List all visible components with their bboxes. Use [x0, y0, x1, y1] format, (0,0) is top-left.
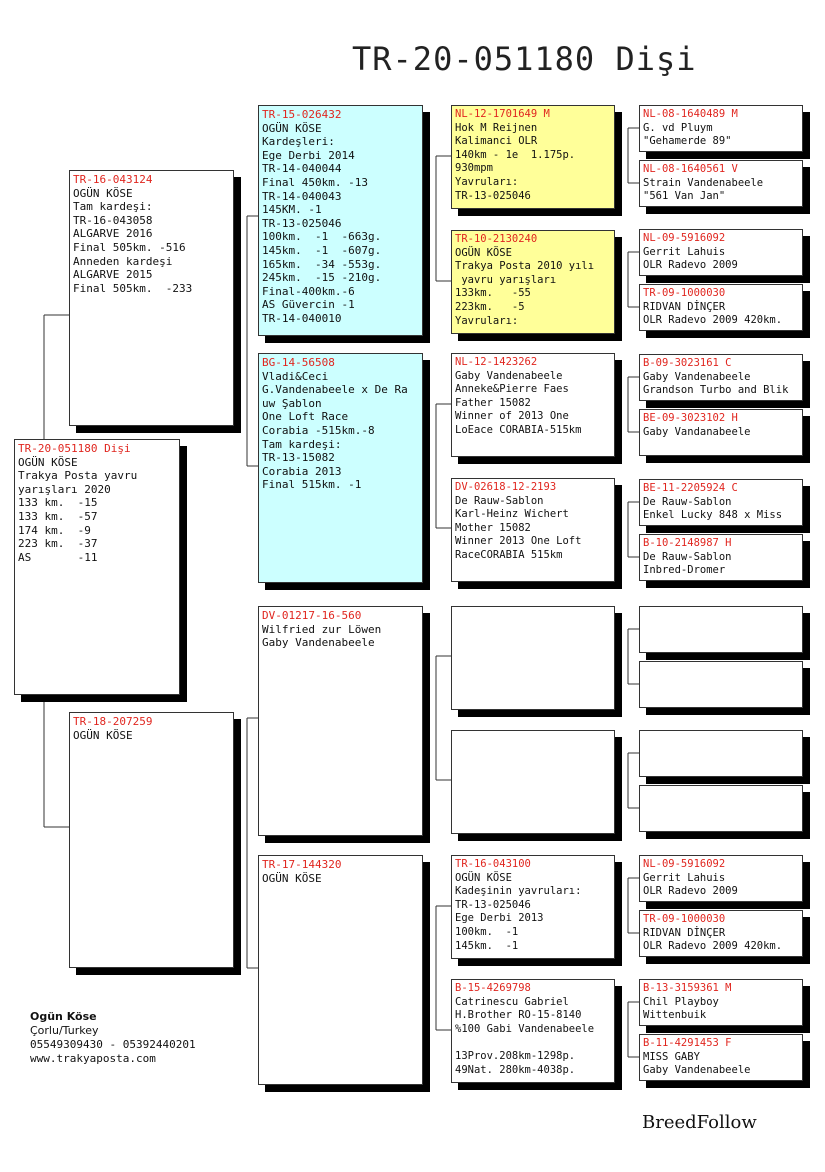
gen4-details — [643, 371, 799, 398]
gen4-card[interactable] — [639, 160, 803, 207]
paternal-grandfather-ring: TR-15-026432 — [262, 108, 342, 121]
gen4-details — [643, 301, 799, 328]
pedigree-line: Wittenbuik — [643, 1009, 707, 1022]
pedigree-line: %100 Gabi Vandenabeele — [455, 1022, 595, 1035]
pedigree-line: Ege Derbi 2014 — [262, 148, 355, 162]
maternal-grandfather-details — [262, 623, 419, 650]
gen4-ring — [643, 788, 799, 802]
ggp-fmm-card[interactable] — [451, 478, 615, 582]
owner-name: Ogün Köse — [30, 1010, 97, 1023]
gen4-details — [643, 496, 799, 523]
subject-card[interactable] — [14, 439, 180, 695]
pedigree-line: 133 km. -15 — [18, 496, 98, 510]
gen4-card[interactable] — [639, 979, 803, 1026]
pedigree-line: Gerrit Lahuis — [643, 245, 726, 258]
pedigree-line: Corabia -515km.-8 — [262, 423, 375, 437]
pedigree-line: TR-14-040043 — [262, 189, 342, 203]
pedigree-line: 140km - 1e 1.175p. — [455, 148, 576, 161]
gen4-ring: B-09-3023161 C — [643, 357, 732, 369]
pedigree-line: OLR Radevo 2009 — [643, 885, 738, 898]
pedigree-line: Final 515km. -1 — [262, 478, 362, 492]
pedigree-line: uw Şablon — [262, 396, 322, 410]
paternal-grandfather-card[interactable] — [258, 105, 423, 336]
pedigree-line: 49Nat. 280km-4038p. — [455, 1063, 576, 1076]
gen4-ring: BE-09-3023102 H — [643, 412, 738, 424]
ggp-mfm-card[interactable] — [451, 730, 615, 834]
pedigree-line: Gerrit Lahuis — [643, 871, 726, 884]
pedigree-line: RaceCORABIA 515km — [455, 548, 563, 561]
pedigree-line: "Gehamerde 89" — [643, 135, 732, 148]
mother-ring: TR-18-207259 — [73, 715, 153, 728]
ggp-mmm-details — [455, 996, 611, 1078]
pedigree-line: 145km. -1 -607g. — [262, 243, 382, 257]
pedigree-line: H.Brother RO-15-8140 — [455, 1009, 582, 1022]
pedigree-line: TR-13-025046 — [455, 189, 531, 202]
paternal-grandmother-card[interactable] — [258, 353, 423, 583]
pedigree-line: Vladi&Ceci — [262, 369, 329, 383]
mother-details — [73, 729, 230, 743]
pedigree-line — [455, 1036, 611, 1050]
ggp-ffm-details — [455, 247, 611, 329]
pedigree-line: 223km. -5 — [455, 300, 525, 313]
maternal-grandmother-ring: TR-17-144320 — [262, 858, 342, 871]
gen4-ring: B-10-2148987 H — [643, 537, 732, 549]
gen4-ring: BE-11-2205924 C — [643, 482, 738, 494]
gen4-card[interactable] — [639, 105, 803, 152]
subject-details — [18, 456, 176, 565]
pedigree-line: 145km. -1 — [455, 939, 519, 952]
pedigree-line: Ege Derbi 2013 — [455, 912, 544, 925]
pedigree-line: Gaby Vandanabeele — [643, 425, 751, 438]
gen4-card[interactable] — [639, 910, 803, 957]
pedigree-line: OLR Radevo 2009 420km. — [643, 940, 783, 953]
pedigree-line: MISS GABY — [643, 1050, 700, 1063]
pedigree-line: Winner of 2013 One — [455, 410, 569, 423]
ggp-fmf-details — [455, 370, 611, 438]
pedigree-line: TR-13-15082 — [262, 451, 335, 465]
gen4-card[interactable] — [639, 785, 803, 832]
gen4-card[interactable] — [639, 855, 803, 902]
pedigree-line: Trakya Posta 2010 yılı — [455, 260, 595, 273]
ggp-mmf-details — [455, 872, 611, 954]
pedigree-line: Anneke&Pierre Faes — [455, 383, 569, 396]
pedigree-line: Catrinescu Gabriel — [455, 995, 569, 1008]
ggp-mmf-ring: TR-16-043100 — [455, 858, 531, 870]
gen4-details — [643, 246, 799, 273]
owner-info — [30, 1010, 196, 1066]
gen4-card[interactable] — [639, 661, 803, 708]
ggp-fmf-card[interactable] — [451, 353, 615, 457]
brand-logo: BreedFollow — [642, 1112, 757, 1133]
pedigree-line: 165km. -34 -553g. — [262, 257, 382, 271]
pedigree-line: "561 Van Jan" — [643, 190, 726, 203]
gen4-ring: NL-09-5916092 — [643, 858, 726, 870]
pedigree-line: 174 km. -9 — [18, 523, 91, 537]
pedigree-line: Hok M Reijnen — [455, 121, 538, 134]
subject-ring: TR-20-051180 Dişi — [18, 442, 131, 455]
gen4-ring: B-11-4291453 F — [643, 1037, 732, 1049]
gen4-details — [643, 1051, 799, 1078]
maternal-grandfather-card[interactable] — [258, 606, 423, 836]
gen4-card[interactable] — [639, 479, 803, 526]
pedigree-line: 100km. -1 — [455, 925, 519, 938]
pedigree-line: AS Güvercin -1 — [262, 298, 355, 312]
pedigree-line: 133 km. -57 — [18, 509, 98, 523]
pedigree-line: Gaby Vandenabeele — [455, 369, 563, 382]
mother-card[interactable] — [69, 712, 234, 968]
father-details — [73, 187, 230, 296]
pedigree-line: AS -11 — [18, 550, 98, 564]
ggp-fff-details — [455, 122, 611, 204]
pedigree-line: Corabia 2013 — [262, 464, 342, 478]
pedigree-line: Karl-Heinz Wichert — [455, 508, 569, 521]
pedigree-line: yarışları 2020 — [18, 482, 111, 496]
paternal-grandfather-details — [262, 122, 419, 326]
pedigree-line: Grandson Turbo and Blik — [643, 384, 789, 397]
pedigree-line: LoEace CORABIA-515km — [455, 423, 582, 436]
gen4-card[interactable] — [639, 229, 803, 276]
gen4-ring: TR-09-1000030 — [643, 913, 726, 925]
pedigree-line: G. vd Pluym — [643, 121, 713, 134]
pedigree-line: Gaby Vandenabeele — [643, 1064, 751, 1077]
pedigree-line: Inbred-Dromer — [643, 564, 726, 577]
pedigree-line: TR-13-025046 — [262, 216, 342, 230]
owner-location: Çorlu/Turkey — [30, 1024, 99, 1037]
ggp-mff-ring — [455, 609, 611, 623]
pedigree-line: Final 505km. -233 — [73, 281, 193, 295]
pedigree-line: 930mpm — [455, 162, 493, 175]
gen4-card[interactable] — [639, 409, 803, 456]
ggp-fmm-ring: DV-02618-12-2193 — [455, 481, 557, 493]
gen4-card[interactable] — [639, 1034, 803, 1081]
ggp-mfm-ring — [455, 733, 611, 747]
pedigree-line: Kardeşleri: — [262, 135, 335, 149]
gen4-card[interactable] — [639, 730, 803, 777]
pedigree-line: G.Vandenabeele x De Ra — [262, 383, 408, 397]
gen4-details — [643, 872, 799, 899]
gen4-details — [643, 122, 799, 149]
pedigree-line: ALGARVE 2016 — [73, 227, 153, 241]
pedigree-line: OGÜN KÖSE — [18, 455, 78, 469]
pedigree-line: OGÜN KÖSE — [455, 871, 512, 884]
pedigree-line: Chil Playboy — [643, 995, 719, 1008]
pedigree-line: Anneden kardeşi — [73, 254, 173, 268]
pedigree-line: OGÜN KÖSE — [455, 246, 512, 259]
ggp-fff-ring: NL-12-1701649 M — [455, 108, 550, 120]
pedigree-line: Mother 15082 — [455, 521, 531, 534]
pedigree-line: 223 km. -37 — [18, 537, 98, 551]
pedigree-line: TR-16-043058 — [73, 213, 153, 227]
gen4-ring: NL-09-5916092 — [643, 232, 726, 244]
maternal-grandfather-ring: DV-01217-16-560 — [262, 609, 362, 622]
ggp-fmm-details — [455, 495, 611, 563]
gen4-details — [643, 927, 799, 954]
pedigree-line: 100km. -1 -663g. — [262, 230, 382, 244]
gen4-ring — [643, 733, 799, 747]
pedigree-line: Kalimanci OLR — [455, 135, 538, 148]
pedigree-line: Final-400km.-6 — [262, 284, 355, 298]
pedigree-line: RIDVAN DİNÇER — [643, 926, 726, 939]
pedigree-line: De Rauw-Sablon — [643, 495, 732, 508]
pedigree-line: De Rauw-Sablon — [643, 550, 732, 563]
ggp-mmm-ring: B-15-4269798 — [455, 982, 531, 994]
gen4-details — [643, 996, 799, 1023]
pedigree-line: ALGARVE 2015 — [73, 268, 153, 282]
pedigree-line: TR-13-025046 — [455, 898, 531, 911]
pedigree-line: OGÜN KÖSE — [262, 871, 322, 885]
gen4-card[interactable] — [639, 534, 803, 581]
gen4-details — [643, 177, 799, 204]
gen4-ring: NL-08-1640561 V — [643, 163, 738, 175]
pedigree-line: Final 450km. -13 — [262, 175, 368, 189]
pedigree-line: Yavruları: — [455, 175, 519, 188]
gen4-details — [643, 426, 799, 440]
ggp-ffm-ring: TR-10-2130240 — [455, 233, 538, 245]
father-ring: TR-16-043124 — [73, 173, 153, 186]
maternal-grandmother-details — [262, 872, 419, 886]
pedigree-line: Yavruları: — [455, 314, 519, 327]
father-card[interactable] — [69, 170, 234, 426]
gen4-card[interactable] — [639, 284, 803, 331]
paternal-grandmother-ring: BG-14-56508 — [262, 356, 335, 369]
gen4-ring — [643, 664, 799, 678]
pedigree-line: TR-14-040010 — [262, 311, 342, 325]
pedigree-line: Tam kardeşi: — [73, 200, 153, 214]
pedigree-line: Enkel Lucky 848 x Miss — [643, 509, 783, 522]
pedigree-line: 145KM. -1 — [262, 203, 322, 217]
owner-phones: 05549309430 - 05392440201 — [30, 1038, 196, 1051]
pedigree-line: 245km. -15 -210g. — [262, 271, 382, 285]
pedigree-line: Gaby Vandenabeele — [262, 636, 375, 650]
ggp-ffm-card[interactable] — [451, 230, 615, 334]
ggp-fff-card[interactable] — [451, 105, 615, 209]
pedigree-line: OGÜN KÖSE — [73, 186, 133, 200]
pedigree-line: OLR Radevo 2009 — [643, 259, 738, 272]
gen4-ring — [643, 609, 799, 623]
ggp-mmm-card[interactable] — [451, 979, 615, 1083]
pedigree-line: Tam kardeşi: — [262, 437, 342, 451]
gen4-card[interactable] — [639, 354, 803, 401]
pedigree-line: One Loft Race — [262, 410, 349, 424]
pedigree-line: Father 15082 — [455, 396, 531, 409]
maternal-grandmother-card[interactable] — [258, 855, 423, 1085]
gen4-details — [643, 551, 799, 578]
ggp-fmf-ring: NL-12-1423262 — [455, 356, 538, 368]
gen4-card[interactable] — [639, 606, 803, 653]
pedigree-line: Strain Vandenabeele — [643, 176, 764, 189]
pedigree-line: yavru yarışları — [455, 273, 557, 286]
gen4-ring: NL-08-1640489 M — [643, 108, 738, 120]
pedigree-line: TR-14-040044 — [262, 162, 342, 176]
pedigree-line: Final 505km. -516 — [73, 240, 186, 254]
pedigree-line: Wilfried zur Löwen — [262, 622, 382, 636]
pedigree-line: OGÜN KÖSE — [73, 728, 133, 742]
page-title: TR-20-051180 Dişi — [352, 40, 697, 78]
pedigree-line: 13Prov.208km-1298p. — [455, 1049, 576, 1062]
pedigree-line: Kadeşinin yavruları: — [455, 885, 582, 898]
paternal-grandmother-details — [262, 370, 419, 492]
pedigree-line: RIDVAN DİNÇER — [643, 300, 726, 313]
pedigree-line: Gaby Vandenabeele — [643, 370, 751, 383]
owner-website[interactable]: www.trakyaposta.com — [30, 1052, 156, 1065]
ggp-mff-card[interactable] — [451, 606, 615, 710]
gen4-ring: TR-09-1000030 — [643, 287, 726, 299]
pedigree-line: De Rauw-Sablon — [455, 494, 544, 507]
pedigree-line: Trakya Posta yavru — [18, 469, 138, 483]
pedigree-line: 133km. -55 — [455, 287, 531, 300]
pedigree-line: OGÜN KÖSE — [262, 121, 322, 135]
pedigree-line: OLR Radevo 2009 420km. — [643, 314, 783, 327]
ggp-mmf-card[interactable] — [451, 855, 615, 959]
gen4-ring: B-13-3159361 M — [643, 982, 732, 994]
pedigree-line: Winner 2013 One Loft — [455, 535, 582, 548]
